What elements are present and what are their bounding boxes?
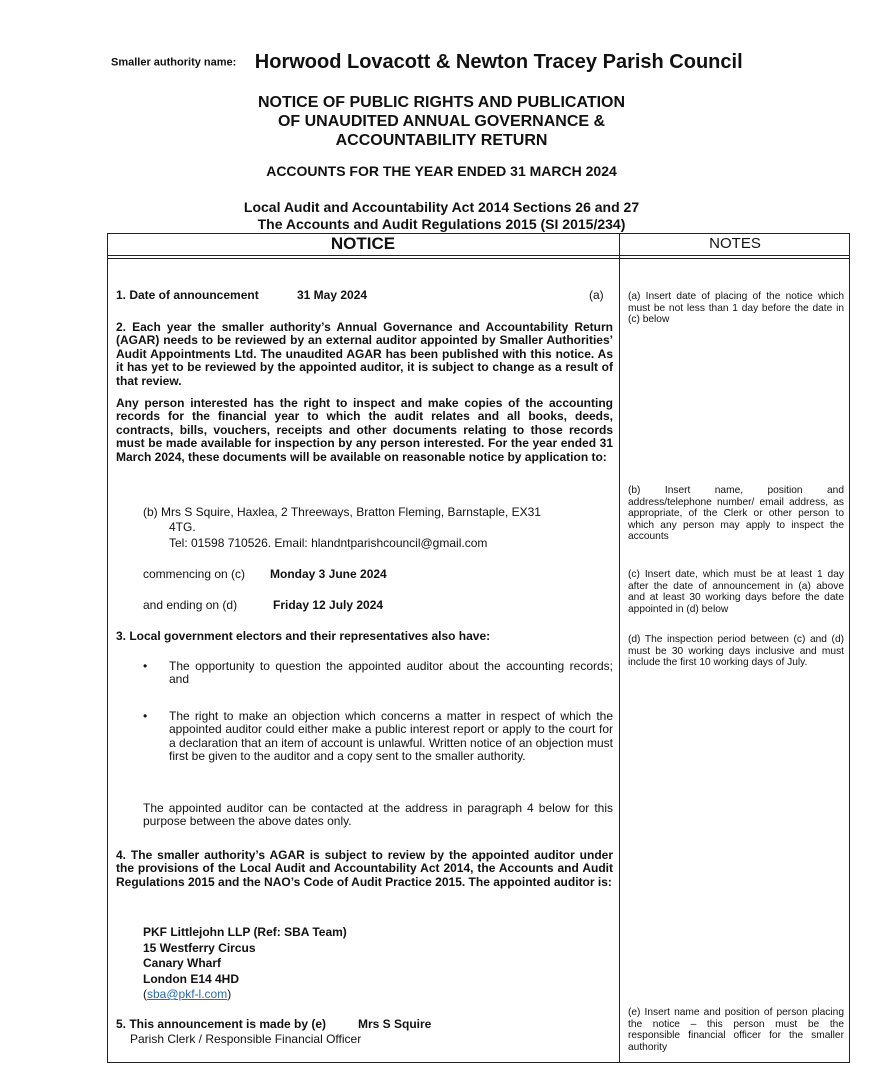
notice-column-header: NOTICE (330, 234, 396, 253)
note-d: (d) The inspection period between (c) and (d) must be 30 working days inclusive and must include the first 10 working days of July. (628, 634, 844, 669)
auditor-address (143, 925, 347, 1003)
note-b: (b) Insert name, position and address/telephone number/ email address, as appropriate, of the Clerk or other person to which any person may apply to inspect the accounts (628, 485, 844, 543)
announcement-date: 31 May 2024 (297, 288, 368, 302)
auditor-address-line: Canary Wharf (143, 956, 222, 970)
column-divider (619, 233, 620, 1063)
commencing-label: commencing on (c) (143, 567, 246, 581)
bullet-objection-right: The right to make an objection which concerns a matter in respect of which the appointed auditor could either make a public interest report or apply to the court for a declaration that an item of account is unlawful. Written notice of an objection must first be given to the auditor and a copy sent to the smaller authority. (169, 709, 613, 764)
announcer-role: Parish Clerk / Responsible Financial Officer (130, 1032, 362, 1046)
inspection-rights-paragraph: Any person interested has the right to inspect and make copies of the accounting records for the financial year to which the audit relates and all books, deeds, contracts, bills, vouchers, receipts and other documents relating to those records must be made available for inspection by any person interested. For the year ended 31 March 2024, these documents will be available on reasonable notice by application to: (116, 396, 613, 464)
title-line: OF UNAUDITED ANNUAL GOVERNANCE & (277, 113, 606, 130)
notice-title (0, 93, 883, 150)
auditor-address-line: PKF Littlejohn LLP (Ref: SBA Team) (143, 925, 347, 939)
agar-review-paragraph: 2. Each year the smaller authority’s Annual Governance and Accountability Return (AGAR) needs to be reviewed by an external auditor appointed by Smaller Authorities’ Audit Appointments Ltd. The unaudited AGAR has been published with this notice. As it has yet to be reviewed by the appointed auditor, it is subject to change as a result of that review. (116, 320, 613, 388)
auditor-email-link[interactable]: sba@pkf-l.com (147, 987, 228, 1001)
auditor-address-line: 15 Westferry Circus (143, 940, 256, 955)
act-line: The Accounts and Audit Regulations 2015 (SI 2015/234) (257, 216, 626, 232)
auditor-email-line: (sba@pkf-l.com) (143, 987, 232, 1001)
electors-rights-heading: 3. Local government electors and their representatives also have: (116, 629, 491, 643)
notes-column-header: NOTES (709, 235, 761, 252)
act-reference (0, 199, 883, 233)
agar-review-provisions: 4. The smaller authority’s AGAR is subject to review by the appointed auditor under the provisions of the Local Audit and Accountability Act 2014, the Accounts and Audit Regulations 2015 and the NAO’s Code of Audit Practice 2015. The appointed auditor is: (116, 848, 613, 889)
contact-address-line: (b) Mrs S Squire, Haxlea, 2 Threeways, Bratton Fleming, Barnstaple, EX31 (143, 505, 541, 519)
note-c: (c) Insert date, which must be at least 1 day after the date of announcement in (a) above and at least 30 working days before the date appointed in (d) below (628, 569, 844, 615)
note-a: (a) Insert date of placing of the notice which must be not less than 1 day before the date in (c) below (628, 291, 844, 326)
ending-label: and ending on (d) (143, 598, 238, 612)
commencing-date: Monday 3 June 2024 (270, 567, 387, 581)
auditor-contact-paragraph: The appointed auditor can be contacted at the address in paragraph 4 below for this purpose between the above dates only. (143, 801, 613, 829)
contact-phone-email: Tel: 01598 710526. Email: hlandntparishcouncil@gmail.com (169, 536, 488, 550)
announcement-date-label: 1. Date of announcement (116, 288, 259, 302)
authority-label: Smaller authority name: (111, 56, 237, 69)
title-line: ACCOUNTABILITY RETURN (335, 132, 548, 149)
contact-postcode-line: 4TG. (169, 520, 196, 534)
bullet-question-auditor: The opportunity to question the appointed auditor about the accounting records; and (169, 659, 613, 687)
auditor-address-line: London E14 4HD (143, 971, 240, 986)
header-rule (107, 258, 850, 259)
announcer-name: Mrs S Squire (358, 1017, 432, 1031)
announcement-made-by-label: 5. This announcement is made by (e) (116, 1017, 327, 1031)
note-e: (e) Insert name and position of person placing the notice – this person must be the responsible financial officer for the smaller authority (628, 1007, 844, 1053)
authority-name: Horwood Lovacott & Newton Tracey Parish Council (254, 51, 743, 73)
header-rule (107, 255, 850, 256)
title-line: NOTICE OF PUBLIC RIGHTS AND PUBLICATION (257, 94, 626, 111)
announcement-marker: (a) (589, 288, 604, 302)
bullet-marker: • (143, 709, 148, 723)
accounts-year-heading: ACCOUNTS FOR THE YEAR ENDED 31 MARCH 2024 (266, 163, 617, 179)
ending-date: Friday 12 July 2024 (273, 598, 384, 612)
bullet-marker: • (143, 659, 148, 673)
authority-line (111, 51, 743, 74)
act-line: Local Audit and Accountability Act 2014 Sections 26 and 27 (243, 199, 640, 215)
